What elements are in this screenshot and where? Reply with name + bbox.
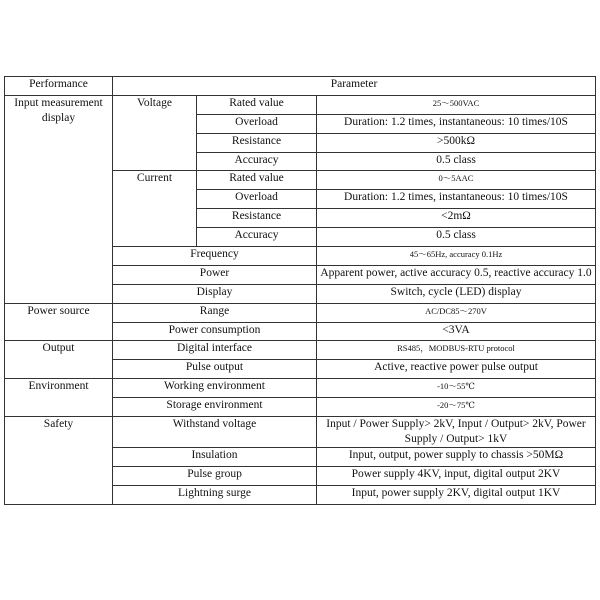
value-withstand-voltage: Input / Power Supply> 2kV, Input / Output> 2kV, Power Supply / Output> 1kV bbox=[317, 417, 596, 448]
value-lightning-surge: Input, power supply 2KV, digital output 1KV bbox=[317, 485, 596, 504]
label-voltage-overload: Overload bbox=[197, 114, 317, 133]
label-current-resistance: Resistance bbox=[197, 209, 317, 228]
section-input-measurement: Input measurement display bbox=[5, 95, 113, 303]
section-power-source: Power source bbox=[5, 303, 113, 341]
label-working-environment: Working environment bbox=[113, 379, 317, 398]
value-range: AC/DC85～270V bbox=[317, 303, 596, 322]
value-display: Switch, cycle (LED) display bbox=[317, 284, 596, 303]
value-pulse-group: Power supply 4KV, input, digital output 2KV bbox=[317, 466, 596, 485]
value-current-resistance: <2mΩ bbox=[317, 209, 596, 228]
label-current-accuracy: Accuracy bbox=[197, 228, 317, 247]
table-row bbox=[5, 303, 596, 322]
value-pulse-output: Active, reactive power pulse output bbox=[317, 360, 596, 379]
header-performance: Performance bbox=[5, 77, 113, 96]
label-current-overload: Overload bbox=[197, 190, 317, 209]
label-voltage-rated: Rated value bbox=[197, 95, 317, 114]
value-current-accuracy: 0.5 class bbox=[317, 228, 596, 247]
label-lightning-surge: Lightning surge bbox=[113, 485, 317, 504]
section-safety: Safety bbox=[5, 417, 113, 505]
label-insulation: Insulation bbox=[113, 448, 317, 467]
label-display: Display bbox=[113, 284, 317, 303]
section-environment: Environment bbox=[5, 379, 113, 417]
value-power-consumption: <3VA bbox=[317, 322, 596, 341]
label-voltage-resistance: Resistance bbox=[197, 133, 317, 152]
value-current-rated: 0～5AAC bbox=[317, 171, 596, 190]
value-voltage-overload: Duration: 1.2 times, instantaneous: 10 times/10S bbox=[317, 114, 596, 133]
label-range: Range bbox=[113, 303, 317, 322]
section-output: Output bbox=[5, 341, 113, 379]
value-current-overload: Duration: 1.2 times, instantaneous: 10 times/10S bbox=[317, 190, 596, 209]
label-frequency: Frequency bbox=[113, 247, 317, 266]
label-storage-environment: Storage environment bbox=[113, 398, 317, 417]
value-storage-environment: -20～75℃ bbox=[317, 398, 596, 417]
value-digital-interface: RS485，MODBUS-RTU protocol bbox=[317, 341, 596, 360]
table-row bbox=[5, 341, 596, 360]
label-voltage-accuracy: Accuracy bbox=[197, 152, 317, 171]
table-row bbox=[5, 417, 596, 448]
value-frequency: 45～65Hz, accuracy 0.1Hz bbox=[317, 247, 596, 266]
table-row bbox=[5, 95, 596, 114]
header-parameter: Parameter bbox=[113, 77, 596, 96]
label-current-rated: Rated value bbox=[197, 171, 317, 190]
group-current: Current bbox=[113, 171, 197, 247]
table-row bbox=[5, 379, 596, 398]
label-power: Power bbox=[113, 265, 317, 284]
label-withstand-voltage: Withstand voltage bbox=[113, 417, 317, 448]
label-pulse-output: Pulse output bbox=[113, 360, 317, 379]
value-voltage-accuracy: 0.5 class bbox=[317, 152, 596, 171]
value-power: Apparent power, active accuracy 0.5, reactive accuracy 1.0 bbox=[317, 265, 596, 284]
value-voltage-rated: 25～500VAC bbox=[317, 95, 596, 114]
value-insulation: Input, output, power supply to chassis >50MΩ bbox=[317, 448, 596, 467]
value-working-environment: -10～55℃ bbox=[317, 379, 596, 398]
header-row bbox=[5, 77, 596, 96]
spec-table bbox=[4, 76, 596, 505]
label-digital-interface: Digital interface bbox=[113, 341, 317, 360]
value-voltage-resistance: >500kΩ bbox=[317, 133, 596, 152]
label-power-consumption: Power consumption bbox=[113, 322, 317, 341]
group-voltage: Voltage bbox=[113, 95, 197, 171]
label-pulse-group: Pulse group bbox=[113, 466, 317, 485]
